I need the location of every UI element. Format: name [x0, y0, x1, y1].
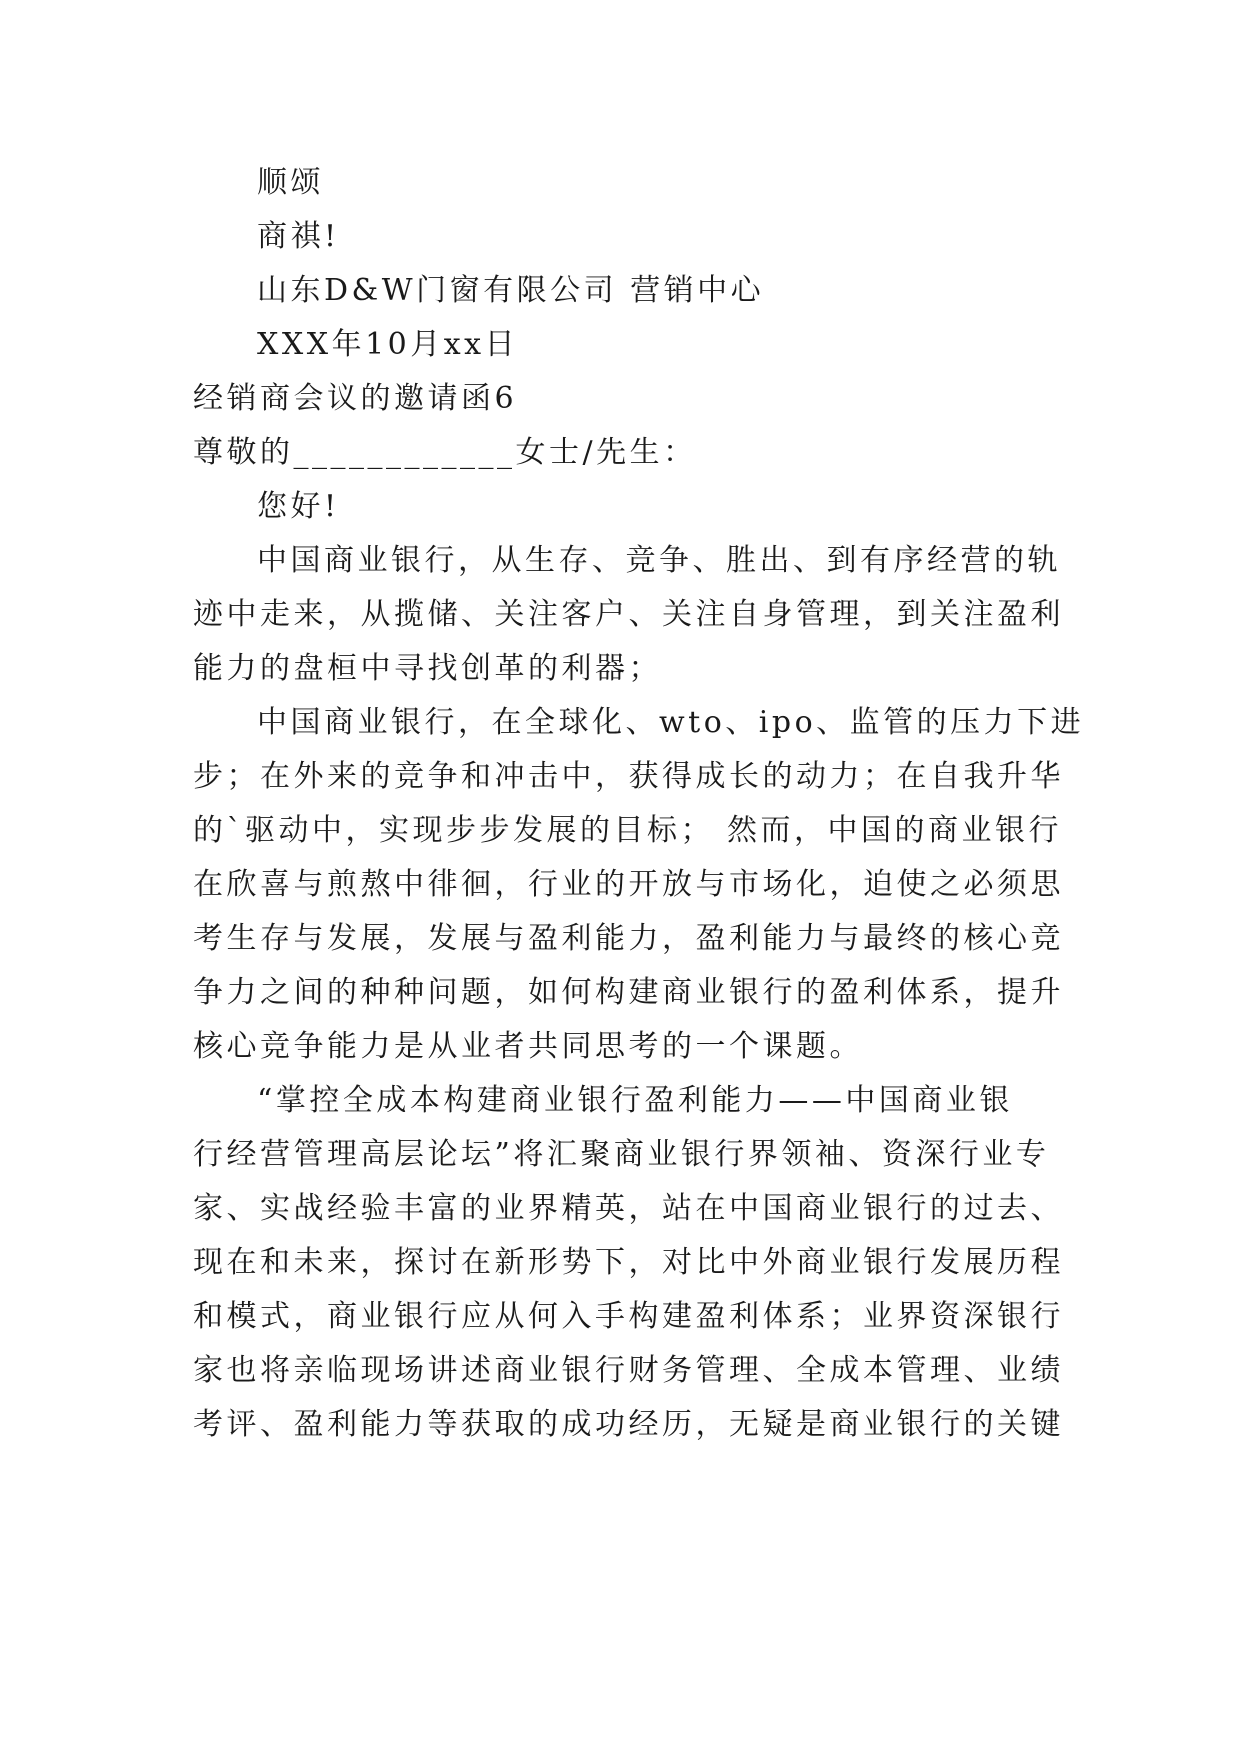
paragraph-line: “掌控全成本构建商业银行盈利能力——中国商业银 — [257, 1083, 1013, 1118]
paragraph-line: 的`驱动中，实现步步发展的目标； 然而，中国的商业银行 — [193, 813, 1063, 848]
paragraph-line: 行经营管理高层论坛”将汇聚商业银行界领袖、资深行业专 — [193, 1137, 1050, 1172]
greeting: 您好! — [257, 489, 340, 524]
paragraph-line: 步；在外来的竞争和冲击中，获得成长的动力；在自我升华 — [193, 759, 1064, 794]
section-title: 经销商会议的邀请函6 — [193, 381, 518, 416]
paragraph-line: 考评、盈利能力等获取的成功经历，无疑是商业银行的关键 — [193, 1407, 1064, 1442]
paragraph-line: 家、实战经验丰富的业界精英，站在中国商业银行的过去、 — [193, 1191, 1064, 1226]
paragraph-line: 考生存与发展，发展与盈利能力，盈利能力与最终的核心竞 — [193, 921, 1064, 956]
paragraph-line: 核心竞争能力是从业者共同思考的一个课题。 — [193, 1029, 863, 1064]
paragraph-line: 现在和未来，探讨在新形势下，对比中外商业银行发展历程 — [193, 1245, 1064, 1280]
company-signature: 山东D&W门窗有限公司 营销中心 — [257, 273, 765, 308]
paragraph-line: 迹中走来，从揽储、关注客户、关注自身管理，到关注盈利 — [193, 597, 1064, 632]
paragraph-line: 争力之间的种种问题，如何构建商业银行的盈利体系，提升 — [193, 975, 1064, 1010]
paragraph-line: 能力的盘桓中寻找创革的利器； — [193, 651, 662, 686]
closing-line-2: 商祺! — [257, 219, 340, 254]
salutation: 尊敬的____________女士/先生： — [193, 435, 697, 470]
paragraph-line: 中国商业银行，从生存、竞争、胜出、到有序经营的轨 — [257, 543, 1061, 578]
closing-line-1: 顺颂 — [257, 165, 324, 200]
letter-date: XXX年10月xx日 — [257, 327, 519, 362]
paragraph-line: 和模式，商业银行应从何入手构建盈利体系；业界资深银行 — [193, 1299, 1064, 1334]
paragraph-line: 在欣喜与煎熬中徘徊，行业的开放与市场化，迫使之必须思 — [193, 867, 1064, 902]
paragraph-line: 中国商业银行，在全球化、wto、ipo、监管的压力下进 — [257, 705, 1085, 740]
paragraph-line: 家也将亲临现场讲述商业银行财务管理、全成本管理、业绩 — [193, 1353, 1064, 1388]
